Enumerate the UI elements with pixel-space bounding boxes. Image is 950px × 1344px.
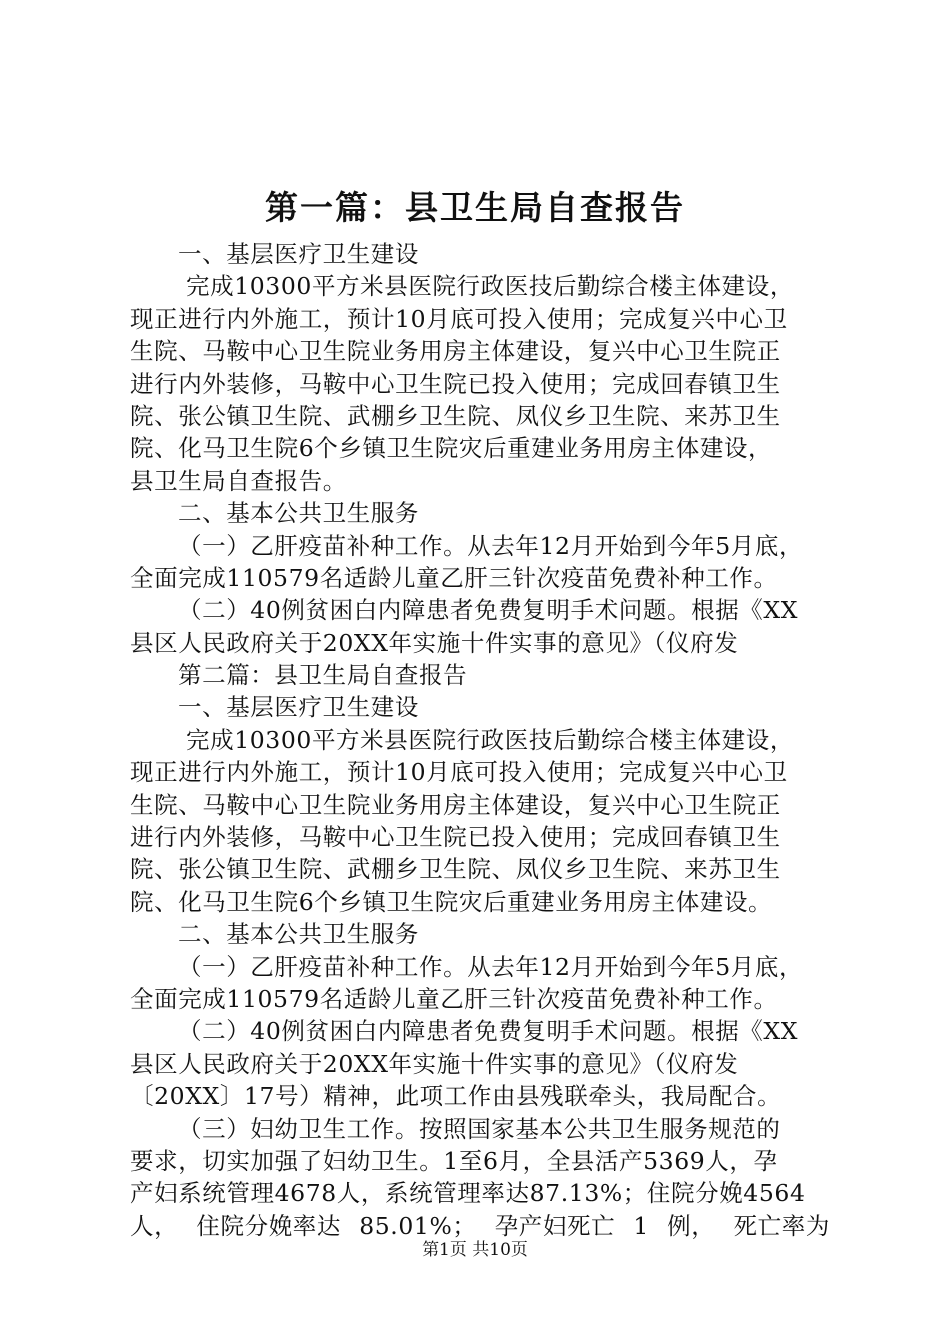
paragraph-line: 〔20XX〕17号）精神，此项工作由县残联牵头，我局配合。 <box>130 1082 782 1111</box>
text-fragment: 孕产妇死亡 <box>494 1211 616 1240</box>
paragraph-line: 生院、马鞍中心卫生院业务用房主体建设，复兴中心卫生院正 <box>130 790 781 819</box>
paragraph-line: 县区人民政府关于20XX年实施十件实事的意见》（仪府发 <box>130 1049 739 1078</box>
paragraph-line: 全面完成110579名适龄儿童乙肝三针次疫苗免费补种工作。 <box>130 563 778 592</box>
paragraph-line: 院、化马卫生院6个乡镇卫生院灾后重建业务用房主体建设， <box>130 434 773 463</box>
paragraph-line: 全面完成110579名适龄儿童乙肝三针次疫苗免费补种工作。 <box>130 984 778 1013</box>
paragraph-line: 县区人民政府关于20XX年实施十件实事的意见》（仪府发 <box>130 628 739 657</box>
paragraph-line: （三）妇幼卫生工作。按照国家基本公共卫生服务规范的 <box>178 1114 781 1143</box>
text-fragment: 1 <box>633 1211 649 1240</box>
paragraph-line: 现正进行内外施工，预计10月底可投入使用；完成复兴中心卫 <box>130 304 788 333</box>
paragraph-line: 完成10300平方米县医院行政医技后勤综合楼主体建设， <box>186 272 794 301</box>
paragraph-line: 要求，切实加强了妇幼卫生。1至6月，全县活产5369人，孕 <box>130 1146 778 1175</box>
paragraph-line: 进行内外装修，马鞍中心卫生院已投入使用；完成回春镇卫生 <box>130 823 781 852</box>
paragraph-line: 完成10300平方米县医院行政医技后勤综合楼主体建设， <box>186 725 794 754</box>
document-title: 第一篇：县卫生局自查报告 <box>265 188 685 227</box>
paragraph-line: 院、张公镇卫生院、武棚乡卫生院、凤仪乡卫生院、来苏卫生 <box>130 855 781 884</box>
section-heading: 二、基本公共卫生服务 <box>178 499 419 528</box>
paragraph-line: 县卫生局自查报告。 <box>130 466 347 495</box>
paragraph-line: 院、张公镇卫生院、武棚乡卫生院、凤仪乡卫生院、来苏卫生 <box>130 401 781 430</box>
section-heading: 一、基层医疗卫生建设 <box>178 240 419 268</box>
text-fragment: 例， <box>667 1211 716 1240</box>
text-fragment: 住院分娩率达 <box>196 1211 341 1240</box>
paragraph-line: （二）40例贫困白内障患者免费复明手术问题。根据《XX <box>178 1017 799 1046</box>
paragraph-line: 现正进行内外施工，预计10月底可投入使用；完成复兴中心卫 <box>130 758 788 787</box>
paragraph-line: （一）乙肝疫苗补种工作。从去年12月开始到今年5月底， <box>178 531 804 560</box>
paragraph-line: （一）乙肝疫苗补种工作。从去年12月开始到今年5月底， <box>178 952 804 981</box>
text-fragment: 人， <box>130 1211 179 1240</box>
document-body <box>130 238 830 1242</box>
paragraph-line: 院、化马卫生院6个乡镇卫生院灾后重建业务用房主体建设。 <box>130 887 773 916</box>
page-footer: 第1页 共10页 <box>422 1240 528 1260</box>
section-heading: 第二篇：县卫生局自查报告 <box>178 661 468 690</box>
paragraph-line: （二）40例贫困白内障患者免费复明手术问题。根据《XX <box>178 596 799 625</box>
paragraph-line: 进行内外装修，马鞍中心卫生院已投入使用；完成回春镇卫生 <box>130 369 781 398</box>
text-fragment: 死亡率为 <box>733 1211 830 1240</box>
paragraph-line: 生院、马鞍中心卫生院业务用房主体建设，复兴中心卫生院正 <box>130 337 781 366</box>
section-heading: 一、基层医疗卫生建设 <box>178 693 419 722</box>
text-fragment: 85.01%； <box>359 1211 477 1240</box>
section-heading: 二、基本公共卫生服务 <box>178 920 419 949</box>
paragraph-line: 产妇系统管理4678人，系统管理率达87.13%；住院分娩4564 <box>130 1179 806 1208</box>
